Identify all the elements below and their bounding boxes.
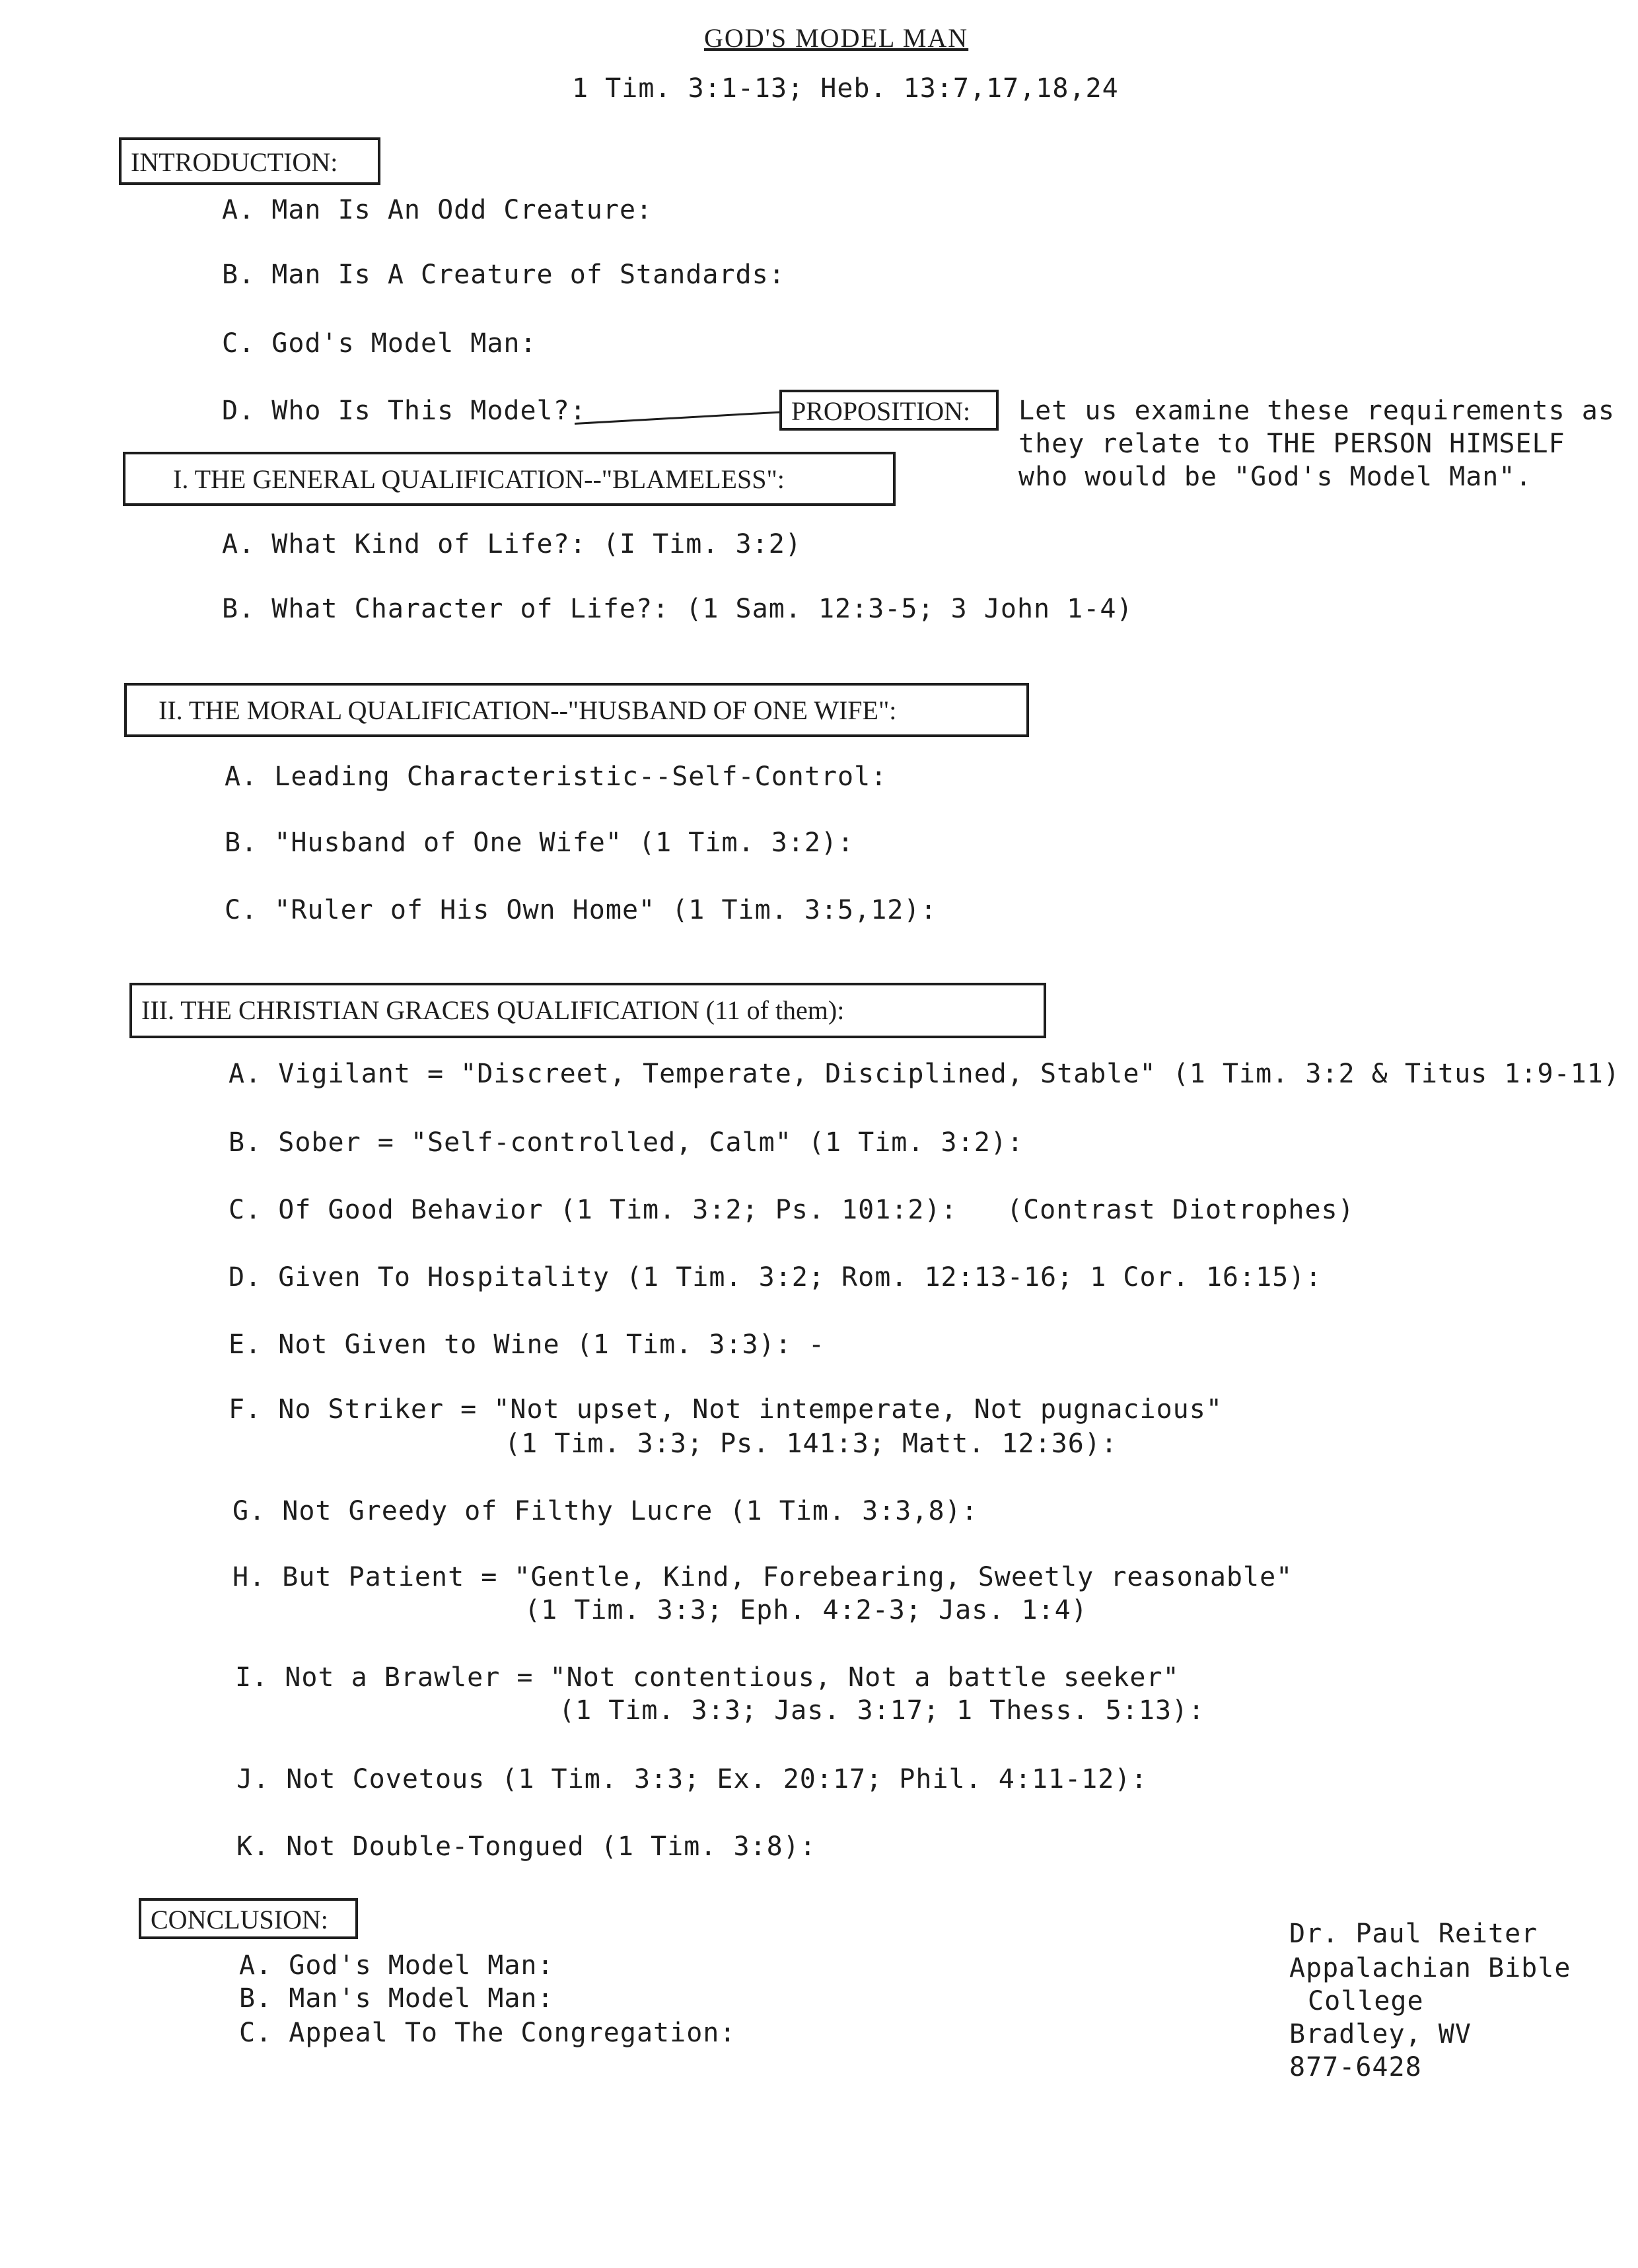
section-3-item-c-note: (Contrast Diotrophes) bbox=[1007, 1195, 1355, 1225]
conclusion-item-c: C. Appeal To The Congregation: bbox=[239, 2018, 736, 2048]
introduction-heading: INTRODUCTION: bbox=[119, 137, 380, 185]
section-3-item-h: H. But Patient = "Gentle, Kind, Forebearing, Sweetly reasonable" bbox=[232, 1562, 1293, 1592]
author-name: Dr. Paul Reiter bbox=[1289, 1919, 1538, 1949]
conclusion-item-a: A. God's Model Man: bbox=[239, 1950, 554, 1981]
author-city: Bradley, WV bbox=[1289, 2019, 1472, 2049]
section-1-item-a: A. What Kind of Life?: (I Tim. 3:2) bbox=[222, 529, 802, 559]
section-1-heading: I. THE GENERAL QUALIFICATION--"BLAMELESS": bbox=[123, 452, 896, 506]
section-3-item-j: J. Not Covetous (1 Tim. 3:3; Ex. 20:17; Phil. 4:11-12): bbox=[236, 1764, 1148, 1794]
section-3-heading: III. THE CHRISTIAN GRACES QUALIFICATION (11 of them): bbox=[129, 983, 1046, 1038]
proposition-heading: PROPOSITION: bbox=[779, 390, 999, 431]
section-3-item-f: F. No Striker = "Not upset, Not intemperate, Not pugnacious" bbox=[229, 1394, 1223, 1425]
section-3-item-g: G. Not Greedy of Filthy Lucre (1 Tim. 3:3,8): bbox=[232, 1496, 978, 1526]
author-phone: 877-6428 bbox=[1289, 2052, 1422, 2082]
author-organization-cont: College bbox=[1308, 1986, 1424, 2016]
section-3-item-i: I. Not a Brawler = "Not contentious, Not a battle seeker" bbox=[235, 1662, 1180, 1693]
section-3-item-h-refs: (1 Tim. 3:3; Eph. 4:2-3; Jas. 1:4) bbox=[524, 1595, 1088, 1625]
intro-item-d: D. Who Is This Model?: bbox=[222, 396, 587, 426]
scripture-reference: 1 Tim. 3:1-13; Heb. 13:7,17,18,24 bbox=[572, 73, 1119, 104]
proposition-line-3: who would be "God's Model Man". bbox=[1018, 462, 1532, 492]
proposition-connector-line bbox=[575, 411, 781, 425]
section-3-item-i-refs: (1 Tim. 3:3; Jas. 3:17; 1 Thess. 5:13): bbox=[559, 1695, 1205, 1726]
intro-item-c: C. God's Model Man: bbox=[222, 328, 537, 359]
section-3-item-b: B. Sober = "Self-controlled, Calm" (1 Tim. 3:2): bbox=[229, 1127, 1024, 1158]
proposition-line-2: they relate to THE PERSON HIMSELF bbox=[1018, 429, 1565, 459]
section-3-item-a: A. Vigilant = "Discreet, Temperate, Disciplined, Stable" (1 Tim. 3:2 & Titus 1:9-11) bbox=[229, 1059, 1620, 1089]
intro-item-b: B. Man Is A Creature of Standards: bbox=[222, 260, 785, 290]
intro-item-a: A. Man Is An Odd Creature: bbox=[222, 195, 653, 225]
section-1-item-b: B. What Character of Life?: (1 Sam. 12:3-5; 3 John 1-4) bbox=[222, 594, 1133, 624]
proposition-line-1: Let us examine these requirements as bbox=[1018, 396, 1615, 426]
section-2-item-c: C. "Ruler of His Own Home" (1 Tim. 3:5,12): bbox=[225, 895, 937, 925]
section-3-item-c: C. Of Good Behavior (1 Tim. 3:2; Ps. 101:2): bbox=[229, 1195, 958, 1225]
section-2-heading: II. THE MORAL QUALIFICATION--"HUSBAND OF ONE WIFE": bbox=[124, 683, 1029, 737]
section-3-item-e: E. Not Given to Wine (1 Tim. 3:3): - bbox=[229, 1329, 825, 1360]
section-3-item-k: K. Not Double-Tongued (1 Tim. 3:8): bbox=[236, 1831, 816, 1862]
page-title: GOD'S MODEL MAN bbox=[704, 23, 969, 53]
section-3-item-f-refs: (1 Tim. 3:3; Ps. 141:3; Matt. 12:36): bbox=[505, 1429, 1118, 1459]
section-2-item-a: A. Leading Characteristic--Self-Control: bbox=[225, 762, 888, 792]
section-3-item-d: D. Given To Hospitality (1 Tim. 3:2; Rom. 12:13-16; 1 Cor. 16:15): bbox=[229, 1262, 1322, 1293]
author-organization: Appalachian Bible bbox=[1289, 1953, 1571, 1983]
section-2-item-b: B. "Husband of One Wife" (1 Tim. 3:2): bbox=[225, 828, 855, 858]
conclusion-heading: CONCLUSION: bbox=[139, 1898, 358, 1939]
conclusion-item-b: B. Man's Model Man: bbox=[239, 1983, 554, 2014]
